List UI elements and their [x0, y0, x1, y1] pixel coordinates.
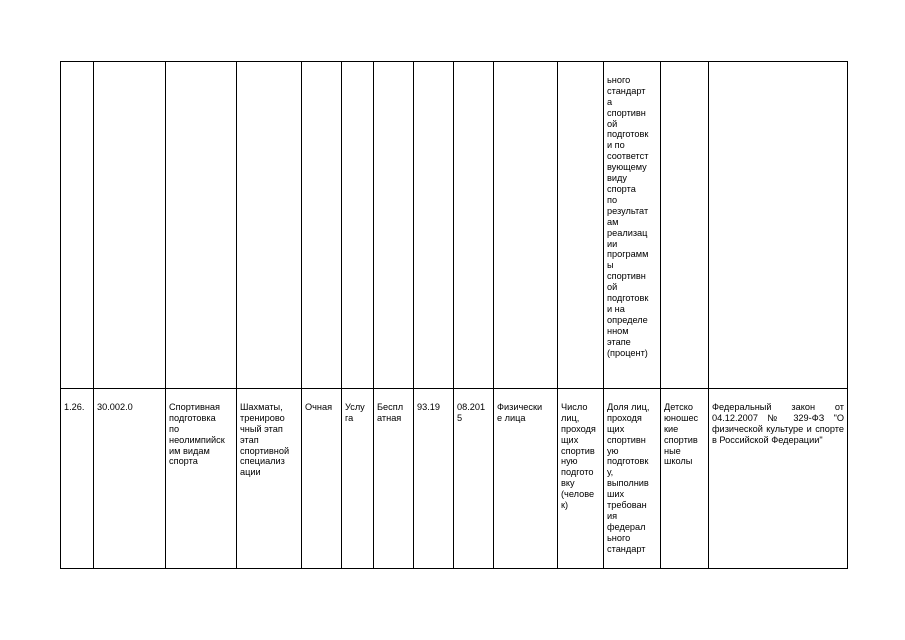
okved-code-text: 93.19 [417, 401, 440, 412]
cell-date-empty [454, 62, 494, 389]
quality-indicator-continued-text: ьного стандарт а спортивн ой подготовк и по соответст вующему виду спорта по результат ам реализац ии программ ы спортивн ой подготовк и на определе нном этапе (процент) [607, 74, 649, 358]
cell-code-empty [94, 62, 166, 389]
cell-volume-indicator [558, 389, 604, 569]
volume-indicator-text: Число лиц, проходя щих спортив ную подгото вку (челове к) [561, 401, 596, 511]
services-registry-table [60, 61, 848, 569]
cell-service-name-empty [166, 62, 237, 389]
table-row-continuation [61, 62, 848, 389]
cell-volume-indicator-empty [558, 62, 604, 389]
table-row-1-26 [61, 389, 848, 569]
cell-okved-empty [414, 62, 454, 389]
cell-content-empty [237, 62, 302, 389]
cell-payment [374, 389, 414, 569]
cell-quality-indicator [604, 389, 661, 569]
date-text: 08.201 5 [457, 401, 486, 423]
cell-consumers-empty [494, 62, 558, 389]
cell-content [237, 389, 302, 569]
cell-quality-indicator-continued [604, 62, 661, 389]
service-form-text: Очная [305, 401, 333, 412]
cell-type [342, 389, 374, 569]
service-content-text: Шахматы, тренирово чный этап этап спортивной специализ ации [240, 401, 290, 478]
quality-indicator-text: Доля лиц, проходя щих спортивн ую подготовк у, выполнив ших требован ия федерал ьного стандарт [607, 401, 650, 554]
payment-text: Беспл атная [377, 401, 404, 423]
cell-form [302, 389, 342, 569]
cell-form-empty [302, 62, 342, 389]
cell-service-name [166, 389, 237, 569]
cell-date [454, 389, 494, 569]
cell-institutions [661, 389, 709, 569]
cell-consumers [494, 389, 558, 569]
cell-number-empty [61, 62, 94, 389]
cell-code [94, 389, 166, 569]
cell-institutions-empty [661, 62, 709, 389]
cell-okved [414, 389, 454, 569]
cell-payment-empty [374, 62, 414, 389]
row-number-text: 1.26. [64, 401, 85, 412]
institutions-text: Детско юношес кие спортив ные школы [664, 401, 699, 467]
cell-number [61, 389, 94, 569]
cell-type-empty [342, 62, 374, 389]
legal-basis-text: Федеральный закон от 04.12.2007 № 329-ФЗ "О физической культуре и спорте в Российской Федерации" [712, 401, 844, 445]
consumers-text: Физически е лица [497, 401, 543, 423]
cell-legal-basis [709, 389, 848, 569]
service-type-text: Услу га [345, 401, 365, 423]
service-name-text: Спортивная подготовка по неолимпийск им видам спорта [169, 401, 225, 467]
cell-legal-basis-empty [709, 62, 848, 389]
service-code-text: 30.002.0 [97, 401, 133, 412]
